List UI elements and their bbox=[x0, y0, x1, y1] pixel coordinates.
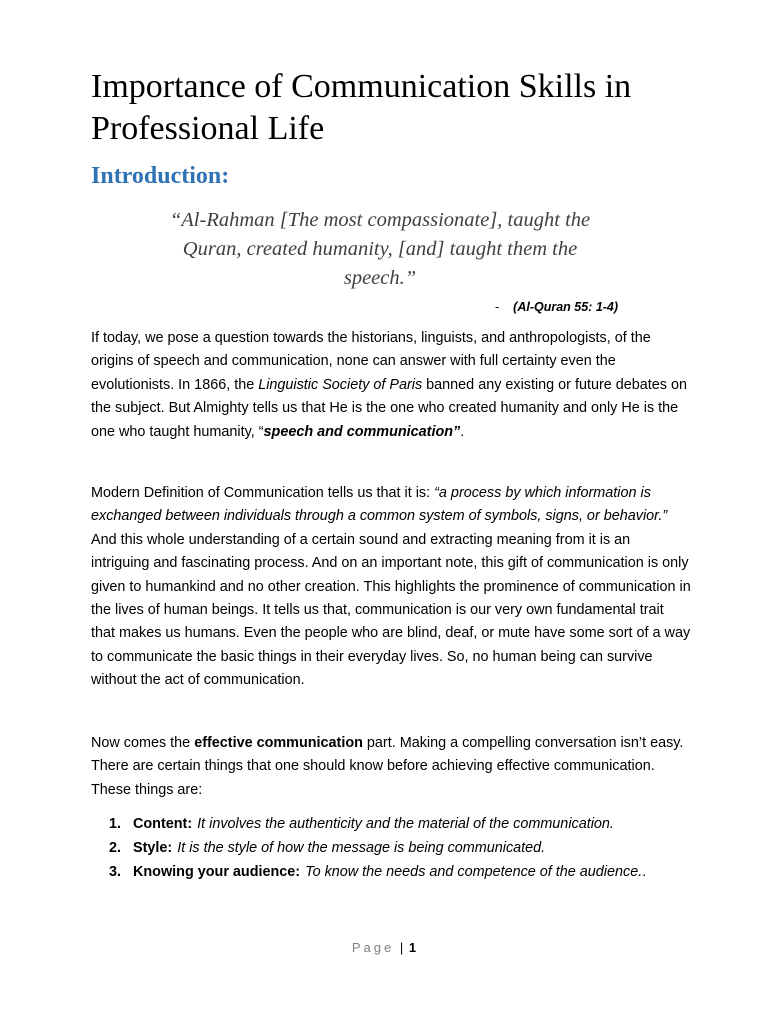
p1-text-c: banned any existing or future debates on the subject. But Almighty tells us that He is the one who created humanity and only He is the one who taught humanity, “ bbox=[91, 376, 687, 440]
page-number: 1 bbox=[408, 940, 417, 955]
list-end-period: . bbox=[642, 864, 647, 880]
p3-text-c: part. Making a compelling conversation isn’t easy. There are certain things that one should know before achieving effective communication. These things are: bbox=[91, 735, 684, 798]
citation-text: (Al-Quran 55: 1-4) bbox=[513, 300, 619, 314]
page-separator: | bbox=[399, 940, 404, 955]
paragraph-origins bbox=[91, 327, 691, 444]
list-description: It involves the authenticity and the material of the communication. bbox=[197, 816, 614, 832]
list-term: Style: bbox=[133, 840, 173, 856]
p1-text-a: If today, we pose a question towards the historians, linguists, and anthropologists, of the origins of speech and communication, none can answer with full certainty even the evolutionists. In 1866, the bbox=[91, 330, 651, 393]
p1-emphasis: speech and communication” bbox=[263, 423, 461, 440]
list-description: It is the style of how the message is being communicated. bbox=[177, 840, 546, 856]
page-footer bbox=[0, 940, 768, 955]
list-term: Content: bbox=[133, 816, 193, 832]
numbered-list bbox=[91, 812, 711, 884]
list-item bbox=[91, 860, 711, 884]
quran-quote: “Al-Rahman [The most compassionate], taught the Quran, created humanity, [and] taught them the speech.” bbox=[169, 209, 591, 289]
p1-text-e: . bbox=[460, 423, 465, 440]
p3-text-a: Now comes the bbox=[91, 735, 195, 751]
list-item bbox=[91, 812, 711, 836]
list-item bbox=[91, 836, 711, 860]
section-heading-introduction: Introduction: bbox=[91, 163, 230, 189]
paragraph-effective bbox=[91, 732, 691, 802]
page-label: Page bbox=[351, 940, 395, 955]
p2-text-a: Modern Definition of Communication tells us that it is: bbox=[91, 485, 435, 501]
list-number: 2. bbox=[109, 840, 122, 856]
paragraph-definition bbox=[91, 482, 691, 693]
list-description: To know the needs and competence of the audience. bbox=[305, 864, 643, 880]
list-number: 1. bbox=[109, 816, 122, 832]
list-term: Knowing your audience: bbox=[133, 864, 301, 880]
p3-emphasis: effective communication bbox=[194, 735, 363, 751]
citation-dash: - bbox=[495, 300, 500, 314]
p1-society-name: Linguistic Society of Paris bbox=[258, 376, 423, 393]
quote-citation bbox=[495, 300, 618, 314]
p2-definition-quote: “a process by which information is exchanged between individuals through a common system of symbols, signs, or behavior.” bbox=[91, 485, 668, 525]
list-number: 3. bbox=[109, 864, 122, 880]
p2-text-c: And this whole understanding of a certain sound and extracting meaning from it is an intriguing and fascinating process. And on an important note, this gift of communication is only given to humankind and no other creation. This highlights the prominence of communication in the lives of human beings. It tells us that, communication is our very own fundamental trait that makes us humans. Even the people who are blind, deaf, or mute have some sort of a way to communicate the basic things in their everyday lives. So, no human being can survive without the act of communication. bbox=[91, 531, 691, 689]
document-title: Importance of Communication Skills in Professional Life bbox=[91, 68, 632, 147]
